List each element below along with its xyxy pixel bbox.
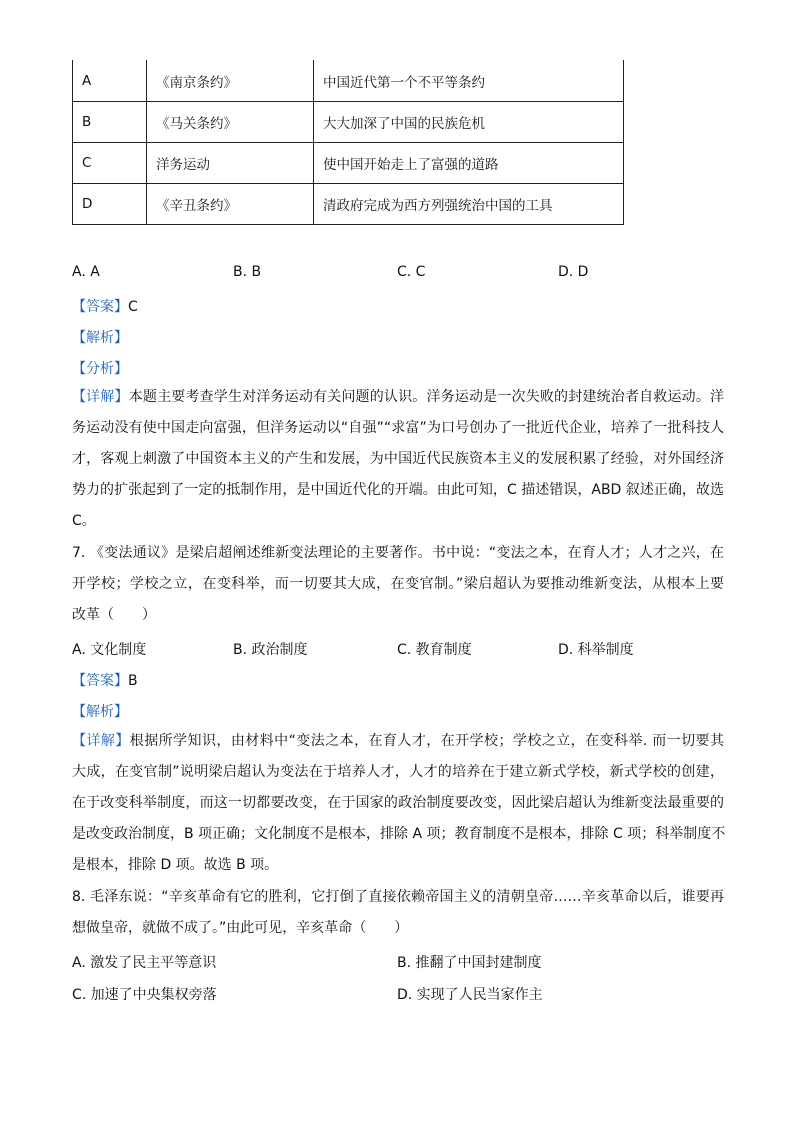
q7-choices bbox=[72, 639, 672, 659]
table-row bbox=[73, 102, 624, 143]
detail-line: 务运动没有使中国走向富强，但洋务运动以“自强”“求富”为口号创办了一批近代企业，培养了一批科技人 bbox=[72, 420, 724, 436]
options-table-wrap bbox=[72, 60, 624, 225]
q7-answer bbox=[72, 670, 138, 690]
q6-choice-a: A. A bbox=[72, 264, 100, 280]
detail-line: C。 bbox=[72, 513, 96, 529]
table-cell-item: 《南京条约》 bbox=[147, 60, 314, 102]
stem-line: 8. 毛泽东说：“辛亥革命有它的胜利，它打倒了直接依赖帝国主义的清朝皇帝……辛亥革命以后，谁要再 bbox=[72, 889, 724, 905]
q7-choice-b: B. 政治制度 bbox=[233, 642, 308, 658]
table-cell-description: 使中国开始走上了富强的道路 bbox=[314, 143, 624, 184]
detail-line: 是根本，排除 D 项。故选 B 项。 bbox=[72, 857, 279, 873]
detail-line: 大成，在变官制”说明梁启超认为变法在于培养人才，人才的培养在于建立新式学校，新式学校的创建， bbox=[72, 764, 724, 780]
q7-analysis-heading bbox=[72, 701, 128, 721]
q8-stem bbox=[72, 882, 724, 944]
q8-choice-a: A. 激发了民主平等意识 bbox=[72, 955, 217, 971]
analysis-label: 【解析】 bbox=[72, 330, 128, 346]
table-cell-item: 《辛丑条约》 bbox=[147, 184, 314, 225]
table-row bbox=[73, 60, 624, 102]
detail-line: 【详解】根据所学知识，由材料中“变法之本，在育人才，在开学校；学校之立，在变科举. 而一切要其 bbox=[72, 733, 724, 749]
q6-analysis-heading bbox=[72, 327, 128, 347]
detail-line: 【详解】本题主要考查学生对洋务运动有关问题的认识。洋务运动是一次失败的封建统治者自救运动。洋 bbox=[72, 389, 725, 405]
q6-detail bbox=[72, 382, 724, 537]
stem-line: 开学校；学校之立，在变科举，而一切要其大成，在变官制。”梁启超认为要推动维新变法，从根本上要 bbox=[72, 576, 724, 592]
table-cell-option: C bbox=[73, 143, 147, 184]
table-cell-description: 大大加深了中国的民族危机 bbox=[314, 102, 624, 143]
q6-choice-d: D. D bbox=[558, 264, 589, 280]
table-cell-option: A bbox=[73, 60, 147, 102]
q8-choice-c: C. 加速了中央集权旁落 bbox=[72, 987, 217, 1003]
table-cell-item: 洋务运动 bbox=[147, 143, 314, 184]
detail-line: 势力的扩张起到了一定的抵制作用，是中国近代化的开端。由此可知，C 描述错误，ABD 叙述正确，故选 bbox=[72, 482, 724, 498]
table-cell-option: B bbox=[73, 102, 147, 143]
fenxi-label: 【分析】 bbox=[72, 361, 128, 377]
detail-label: 【详解】 bbox=[72, 389, 129, 405]
detail-line: 是改变政治制度，B 项正确；文化制度不是根本，排除 A 项；教育制度不是根本，排除 C 项；科举制度不 bbox=[72, 826, 726, 842]
detail-line: 在于改变科举制度，而这一切都要改变，在于国家的政治制度要改变，因此梁启超认为维新变法最重要的 bbox=[72, 795, 724, 811]
stem-line: 7. 《变法通议》是梁启超阐述维新变法理论的主要著作。书中说：“变法之本，在育人才；人才之兴，在 bbox=[72, 545, 724, 561]
q7-detail bbox=[72, 726, 724, 881]
detail-line: 才，客观上刺激了中国资本主义的产生和发展，为中国近代民族资本主义的发展积累了经验，对外国经济 bbox=[72, 451, 724, 467]
analysis-label: 【解析】 bbox=[72, 704, 128, 720]
table-row bbox=[73, 184, 624, 225]
q7-choice-a: A. 文化制度 bbox=[72, 642, 147, 658]
table-cell-option: D bbox=[73, 184, 147, 225]
table-cell-description: 中国近代第一个不平等条约 bbox=[314, 60, 624, 102]
q8-choices-row2 bbox=[72, 984, 672, 1004]
answer-value: C bbox=[128, 299, 138, 315]
q6-choice-b: B. B bbox=[233, 264, 262, 280]
q6-choice-c: C. C bbox=[397, 264, 426, 280]
q7-stem bbox=[72, 538, 724, 631]
q6-answer bbox=[72, 296, 138, 316]
q8-choices-row1 bbox=[72, 952, 672, 972]
answer-label: 【答案】 bbox=[72, 299, 128, 315]
stem-line: 想做皇帝，就做不成了。”由此可见，辛亥革命（ ） bbox=[72, 920, 409, 936]
answer-label: 【答案】 bbox=[72, 673, 128, 689]
stem-line: 改革（ ） bbox=[72, 607, 156, 623]
q8-choice-d: D. 实现了人民当家作主 bbox=[397, 987, 543, 1003]
q6-choices bbox=[72, 264, 672, 284]
detail-label: 【详解】 bbox=[72, 733, 130, 749]
answer-value: B bbox=[128, 673, 138, 689]
options-table bbox=[72, 60, 624, 225]
table-row bbox=[73, 143, 624, 184]
q6-fenxi-heading bbox=[72, 358, 128, 378]
q7-choice-d: D. 科举制度 bbox=[558, 642, 634, 658]
q7-choice-c: C. 教育制度 bbox=[397, 642, 472, 658]
table-cell-item: 《马关条约》 bbox=[147, 102, 314, 143]
q8-choice-b: B. 推翻了中国封建制度 bbox=[397, 955, 542, 971]
table-cell-description: 清政府完成为西方列强统治中国的工具 bbox=[314, 184, 624, 225]
